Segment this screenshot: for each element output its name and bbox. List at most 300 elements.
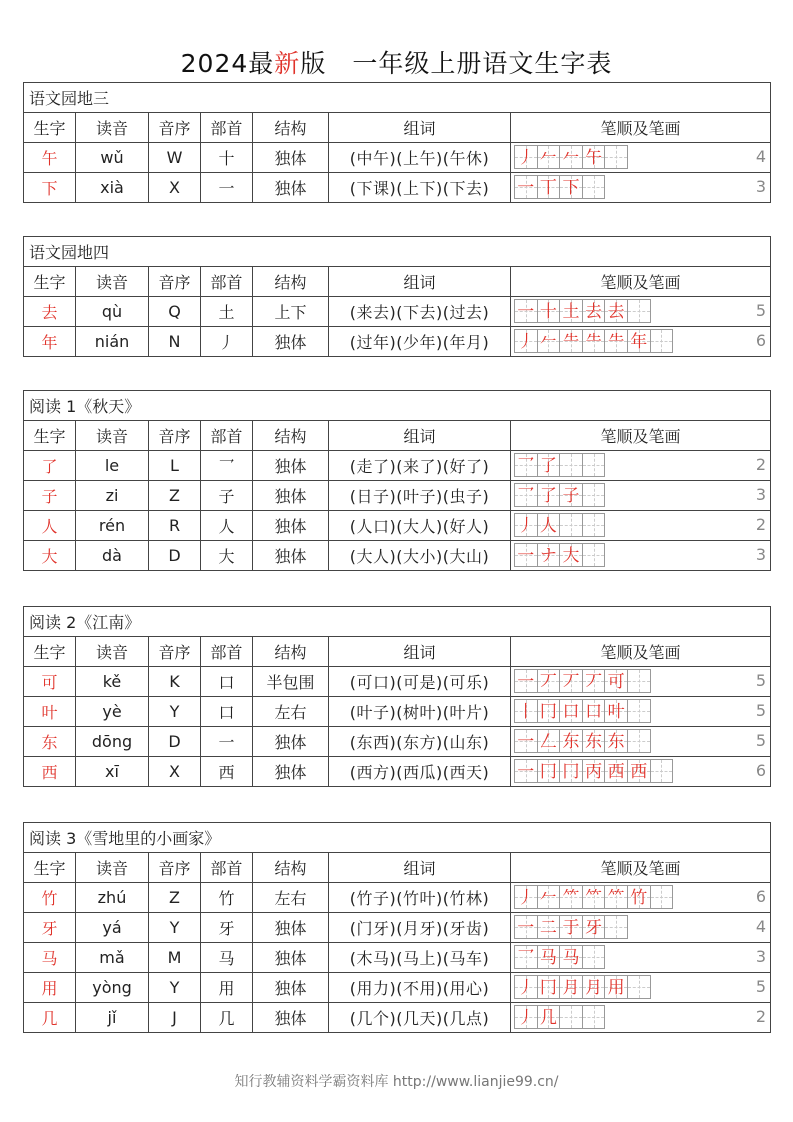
stroke-box: [537, 513, 561, 537]
stroke-glyph: 一: [517, 178, 535, 198]
words-cell: (用力)(不用)(用心): [329, 973, 511, 1003]
stroke-box: [582, 329, 606, 353]
stroke-glyph: 土: [562, 302, 580, 322]
radical-cell: 十: [201, 143, 253, 173]
order-cell: J: [149, 1003, 201, 1033]
stroke-box: [627, 975, 651, 999]
stroke-count: 3: [755, 485, 767, 504]
order-cell: R: [149, 511, 201, 541]
pinyin-cell: zi: [76, 481, 149, 511]
stroke-order-cell: [511, 697, 771, 727]
stroke-glyph: 丆: [539, 672, 557, 692]
column-header: 音序: [149, 113, 201, 143]
character-cell: 东: [24, 727, 76, 757]
stroke-glyph: 几: [539, 1008, 557, 1028]
character-cell: 叶: [24, 697, 76, 727]
stroke-count: 2: [755, 515, 767, 534]
stroke-box: [559, 885, 583, 909]
column-header: 笔顺及笔画: [511, 113, 771, 143]
stroke-box: [650, 885, 674, 909]
stroke-boxes: [514, 483, 604, 508]
stroke-glyph: 西: [630, 762, 648, 782]
stroke-boxes: [514, 453, 604, 478]
stroke-glyph: 丿: [517, 516, 535, 536]
stroke-box: [627, 885, 651, 909]
structure-cell: 半包围: [253, 667, 329, 697]
stroke-glyph: 月: [562, 978, 580, 998]
stroke-count: 5: [755, 301, 767, 320]
order-cell: X: [149, 757, 201, 787]
stroke-glyph: 乛: [517, 456, 535, 476]
pinyin-cell: nián: [76, 327, 149, 357]
radical-cell: 人: [201, 511, 253, 541]
pinyin-cell: dà: [76, 541, 149, 571]
stroke-glyph: 冂: [539, 978, 557, 998]
stroke-order-cell: [511, 943, 771, 973]
words-cell: (来去)(下去)(过去): [329, 297, 511, 327]
column-header: 读音: [76, 853, 149, 883]
stroke-boxes: [514, 945, 604, 970]
structure-cell: 左右: [253, 883, 329, 913]
character-cell: 了: [24, 451, 76, 481]
stroke-box: [514, 669, 538, 693]
column-header: 音序: [149, 421, 201, 451]
table-row: [24, 327, 771, 357]
character-table: [23, 236, 771, 357]
stroke-glyph: 二: [539, 918, 557, 938]
stroke-glyph: 东: [585, 732, 603, 752]
words-cell: (门牙)(月牙)(牙齿): [329, 913, 511, 943]
column-header: 部首: [201, 267, 253, 297]
order-cell: N: [149, 327, 201, 357]
column-header: 笔顺及笔画: [511, 853, 771, 883]
character-cell: 竹: [24, 883, 76, 913]
radical-cell: 竹: [201, 883, 253, 913]
stroke-box: [582, 145, 606, 169]
stroke-glyph: 丿: [517, 148, 535, 168]
stroke-box: [604, 699, 628, 723]
page-title: [0, 44, 793, 80]
section-title: 语文园地三: [24, 83, 771, 113]
order-cell: Y: [149, 973, 201, 1003]
stroke-order-cell: [511, 297, 771, 327]
radical-cell: 乛: [201, 451, 253, 481]
stroke-box: [559, 699, 583, 723]
pinyin-cell: yè: [76, 697, 149, 727]
stroke-box: [627, 759, 651, 783]
pinyin-cell: mǎ: [76, 943, 149, 973]
header-row: [24, 421, 771, 451]
column-header: 生字: [24, 853, 76, 883]
stroke-box: [537, 975, 561, 999]
radical-cell: 口: [201, 667, 253, 697]
stroke-box: [559, 945, 583, 969]
words-cell: (走了)(来了)(好了): [329, 451, 511, 481]
character-table: [23, 822, 771, 1033]
stroke-glyph: 东: [562, 732, 580, 752]
column-header: 组词: [329, 113, 511, 143]
column-header: 笔顺及笔画: [511, 267, 771, 297]
order-cell: X: [149, 173, 201, 203]
table-row: [24, 883, 771, 913]
stroke-box: [582, 669, 606, 693]
stroke-boxes: [514, 145, 627, 170]
stroke-glyph: 西: [607, 762, 625, 782]
stroke-count: 6: [755, 331, 767, 350]
pinyin-cell: le: [76, 451, 149, 481]
stroke-glyph: 一: [517, 302, 535, 322]
character-table: [23, 606, 771, 787]
stroke-box: [559, 453, 583, 477]
stroke-count: 3: [755, 177, 767, 196]
radical-cell: 大: [201, 541, 253, 571]
stroke-glyph: 可: [607, 672, 625, 692]
radical-cell: 马: [201, 943, 253, 973]
stroke-glyph: 丿: [517, 978, 535, 998]
structure-cell: 独体: [253, 913, 329, 943]
stroke-boxes: [514, 1005, 604, 1030]
stroke-glyph: 一: [517, 672, 535, 692]
stroke-glyph: ⺧: [607, 332, 625, 352]
table-row: [24, 973, 771, 1003]
stroke-box: [604, 975, 628, 999]
stroke-box: [537, 483, 561, 507]
column-header: 组词: [329, 267, 511, 297]
stroke-box: [627, 699, 651, 723]
stroke-box: [559, 729, 583, 753]
stroke-boxes: [514, 915, 627, 940]
stroke-glyph: 冂: [539, 762, 557, 782]
character-cell: 大: [24, 541, 76, 571]
structure-cell: 独体: [253, 173, 329, 203]
stroke-box: [604, 329, 628, 353]
section-title: 阅读 1《秋天》: [24, 391, 771, 421]
stroke-count: 5: [755, 977, 767, 996]
stroke-boxes: [514, 329, 672, 354]
table-row: [24, 913, 771, 943]
stroke-box: [582, 945, 606, 969]
section-2: [23, 236, 770, 357]
stroke-glyph: 竹: [630, 888, 648, 908]
stroke-box: [537, 885, 561, 909]
stroke-box: [582, 885, 606, 909]
column-header: 音序: [149, 267, 201, 297]
column-header: 生字: [24, 421, 76, 451]
stroke-glyph: 去: [585, 302, 603, 322]
stroke-box: [559, 483, 583, 507]
order-cell: D: [149, 541, 201, 571]
stroke-box: [627, 729, 651, 753]
stroke-order-cell: [511, 1003, 771, 1033]
stroke-count: 2: [755, 455, 767, 474]
stroke-glyph: 丙: [585, 762, 603, 782]
stroke-box: [604, 759, 628, 783]
table-row: [24, 297, 771, 327]
order-cell: D: [149, 727, 201, 757]
pinyin-cell: qù: [76, 297, 149, 327]
structure-cell: 独体: [253, 143, 329, 173]
words-cell: (木马)(马上)(马车): [329, 943, 511, 973]
stroke-boxes: [514, 543, 604, 568]
stroke-glyph: 去: [607, 302, 625, 322]
header-row: [24, 637, 771, 667]
stroke-boxes: [514, 759, 672, 784]
stroke-glyph: 𠂉: [562, 148, 580, 168]
stroke-count: 6: [755, 761, 767, 780]
words-cell: (可口)(可是)(可乐): [329, 667, 511, 697]
stroke-glyph: 乛: [517, 486, 535, 506]
character-cell: 西: [24, 757, 76, 787]
stroke-box: [537, 669, 561, 693]
words-cell: (西方)(西瓜)(西天): [329, 757, 511, 787]
order-cell: Q: [149, 297, 201, 327]
radical-cell: 西: [201, 757, 253, 787]
stroke-order-cell: [511, 541, 771, 571]
stroke-box: [537, 729, 561, 753]
table-row: [24, 667, 771, 697]
character-cell: 人: [24, 511, 76, 541]
stroke-order-cell: [511, 757, 771, 787]
pinyin-cell: yá: [76, 913, 149, 943]
order-cell: Y: [149, 697, 201, 727]
stroke-glyph: 于: [562, 918, 580, 938]
stroke-box: [559, 329, 583, 353]
column-header: 结构: [253, 421, 329, 451]
stroke-boxes: [514, 175, 604, 200]
stroke-glyph: 了: [539, 486, 557, 506]
words-cell: (大人)(大小)(大山): [329, 541, 511, 571]
character-cell: 去: [24, 297, 76, 327]
stroke-box: [559, 543, 583, 567]
header-row: [24, 853, 771, 883]
stroke-order-cell: [511, 667, 771, 697]
stroke-order-cell: [511, 511, 771, 541]
character-cell: 马: [24, 943, 76, 973]
table-row: [24, 541, 771, 571]
section-3: [23, 390, 770, 571]
stroke-glyph: 乛: [517, 948, 535, 968]
stroke-box: [559, 915, 583, 939]
column-header: 读音: [76, 637, 149, 667]
stroke-glyph: 丿: [517, 332, 535, 352]
stroke-box: [627, 299, 651, 323]
stroke-glyph: 下: [562, 178, 580, 198]
stroke-box: [582, 915, 606, 939]
column-header: 部首: [201, 853, 253, 883]
stroke-count: 5: [755, 701, 767, 720]
structure-cell: 独体: [253, 757, 329, 787]
stroke-boxes: [514, 699, 650, 724]
stroke-glyph: 一: [517, 762, 535, 782]
structure-cell: 独体: [253, 943, 329, 973]
pinyin-cell: rén: [76, 511, 149, 541]
pinyin-cell: jǐ: [76, 1003, 149, 1033]
character-cell: 可: [24, 667, 76, 697]
column-header: 组词: [329, 637, 511, 667]
stroke-glyph: 一: [517, 918, 535, 938]
stroke-glyph: 𠂉: [539, 148, 557, 168]
radical-cell: 一: [201, 173, 253, 203]
column-header: 生字: [24, 637, 76, 667]
title-year: 2024: [180, 49, 249, 78]
stroke-glyph: 月: [585, 978, 603, 998]
stroke-box: [537, 915, 561, 939]
character-cell: 用: [24, 973, 76, 1003]
table-row: [24, 481, 771, 511]
stroke-box: [514, 729, 538, 753]
stroke-count: 3: [755, 545, 767, 564]
words-cell: (几个)(几天)(几点): [329, 1003, 511, 1033]
column-header: 部首: [201, 637, 253, 667]
table-row: [24, 1003, 771, 1033]
radical-cell: 几: [201, 1003, 253, 1033]
pinyin-cell: xià: [76, 173, 149, 203]
character-table: [23, 390, 771, 571]
stroke-count: 4: [755, 917, 767, 936]
radical-cell: 牙: [201, 913, 253, 943]
header-row: [24, 113, 771, 143]
stroke-box: [604, 299, 628, 323]
stroke-count: 4: [755, 147, 767, 166]
stroke-box: [559, 175, 583, 199]
stroke-count: 6: [755, 887, 767, 906]
words-cell: (中午)(上午)(午休): [329, 143, 511, 173]
stroke-glyph: 丨: [517, 702, 535, 722]
order-cell: L: [149, 451, 201, 481]
stroke-order-cell: [511, 913, 771, 943]
stroke-box: [514, 175, 538, 199]
table-row: [24, 697, 771, 727]
stroke-order-cell: [511, 143, 771, 173]
stroke-box: [582, 175, 606, 199]
pinyin-cell: yòng: [76, 973, 149, 1003]
words-cell: (东西)(东方)(山东): [329, 727, 511, 757]
radical-cell: 子: [201, 481, 253, 511]
words-cell: (竹子)(竹叶)(竹林): [329, 883, 511, 913]
column-header: 组词: [329, 853, 511, 883]
stroke-box: [514, 453, 538, 477]
stroke-glyph: ⺧: [585, 332, 603, 352]
stroke-box: [627, 669, 651, 693]
words-cell: (日子)(叶子)(虫子): [329, 481, 511, 511]
footer-text: 知行教辅资料学霸资料库 http://www.lianjie99.cn/: [234, 1074, 559, 1090]
stroke-glyph: 一: [517, 546, 535, 566]
stroke-box: [559, 513, 583, 537]
order-cell: Y: [149, 913, 201, 943]
stroke-glyph: 人: [539, 516, 557, 536]
pinyin-cell: wǔ: [76, 143, 149, 173]
stroke-box: [514, 945, 538, 969]
stroke-box: [537, 699, 561, 723]
stroke-count: 3: [755, 947, 767, 966]
stroke-order-cell: [511, 883, 771, 913]
stroke-box: [604, 729, 628, 753]
table-row: [24, 727, 771, 757]
character-cell: 下: [24, 173, 76, 203]
stroke-glyph: 𠃋: [539, 732, 557, 752]
stroke-box: [604, 915, 628, 939]
stroke-box: [582, 699, 606, 723]
character-cell: 午: [24, 143, 76, 173]
stroke-box: [582, 1005, 606, 1029]
stroke-glyph: 口: [585, 702, 603, 722]
stroke-box: [514, 1005, 538, 1029]
stroke-box: [537, 175, 561, 199]
table-row: [24, 511, 771, 541]
stroke-order-cell: [511, 327, 771, 357]
stroke-box: [582, 759, 606, 783]
stroke-box: [537, 1005, 561, 1029]
section-1: [23, 82, 770, 203]
radical-cell: 丿: [201, 327, 253, 357]
structure-cell: 独体: [253, 727, 329, 757]
structure-cell: 独体: [253, 1003, 329, 1033]
stroke-box: [604, 669, 628, 693]
radical-cell: 一: [201, 727, 253, 757]
stroke-box: [514, 513, 538, 537]
stroke-glyph: 丆: [562, 672, 580, 692]
character-table: [23, 82, 771, 203]
stroke-glyph: 冂: [562, 762, 580, 782]
order-cell: M: [149, 943, 201, 973]
title-highlight: 新: [274, 49, 301, 78]
stroke-box: [604, 145, 628, 169]
character-cell: 年: [24, 327, 76, 357]
column-header: 生字: [24, 113, 76, 143]
character-cell: 几: [24, 1003, 76, 1033]
stroke-box: [537, 299, 561, 323]
structure-cell: 左右: [253, 697, 329, 727]
column-header: 结构: [253, 267, 329, 297]
stroke-glyph: 东: [607, 732, 625, 752]
stroke-count: 5: [755, 731, 767, 750]
stroke-glyph: 马: [562, 948, 580, 968]
table-row: [24, 143, 771, 173]
section-title: 阅读 3《雪地里的小画家》: [24, 823, 771, 853]
stroke-glyph: 一: [517, 732, 535, 752]
stroke-glyph: 丆: [585, 672, 603, 692]
stroke-glyph: 牙: [585, 918, 603, 938]
title-pre: 最: [248, 49, 275, 78]
stroke-glyph: ⺮: [585, 888, 603, 908]
structure-cell: 独体: [253, 541, 329, 571]
stroke-box: [514, 885, 538, 909]
column-header: 结构: [253, 113, 329, 143]
radical-cell: 用: [201, 973, 253, 1003]
order-cell: Z: [149, 481, 201, 511]
column-header: 生字: [24, 267, 76, 297]
stroke-box: [514, 915, 538, 939]
stroke-glyph: ⺧: [562, 332, 580, 352]
title-rest: 一年级上册语文生字表: [352, 49, 613, 78]
stroke-box: [537, 543, 561, 567]
structure-cell: 独体: [253, 973, 329, 1003]
structure-cell: 独体: [253, 511, 329, 541]
stroke-glyph: 大: [562, 546, 580, 566]
stroke-box: [604, 885, 628, 909]
stroke-box: [514, 299, 538, 323]
words-cell: (过年)(少年)(年月): [329, 327, 511, 357]
stroke-box: [514, 975, 538, 999]
stroke-glyph: 子: [562, 486, 580, 506]
stroke-box: [537, 759, 561, 783]
stroke-box: [537, 329, 561, 353]
stroke-box: [514, 329, 538, 353]
stroke-boxes: [514, 299, 650, 324]
order-cell: K: [149, 667, 201, 697]
stroke-order-cell: [511, 481, 771, 511]
title-post: 版: [300, 49, 327, 78]
